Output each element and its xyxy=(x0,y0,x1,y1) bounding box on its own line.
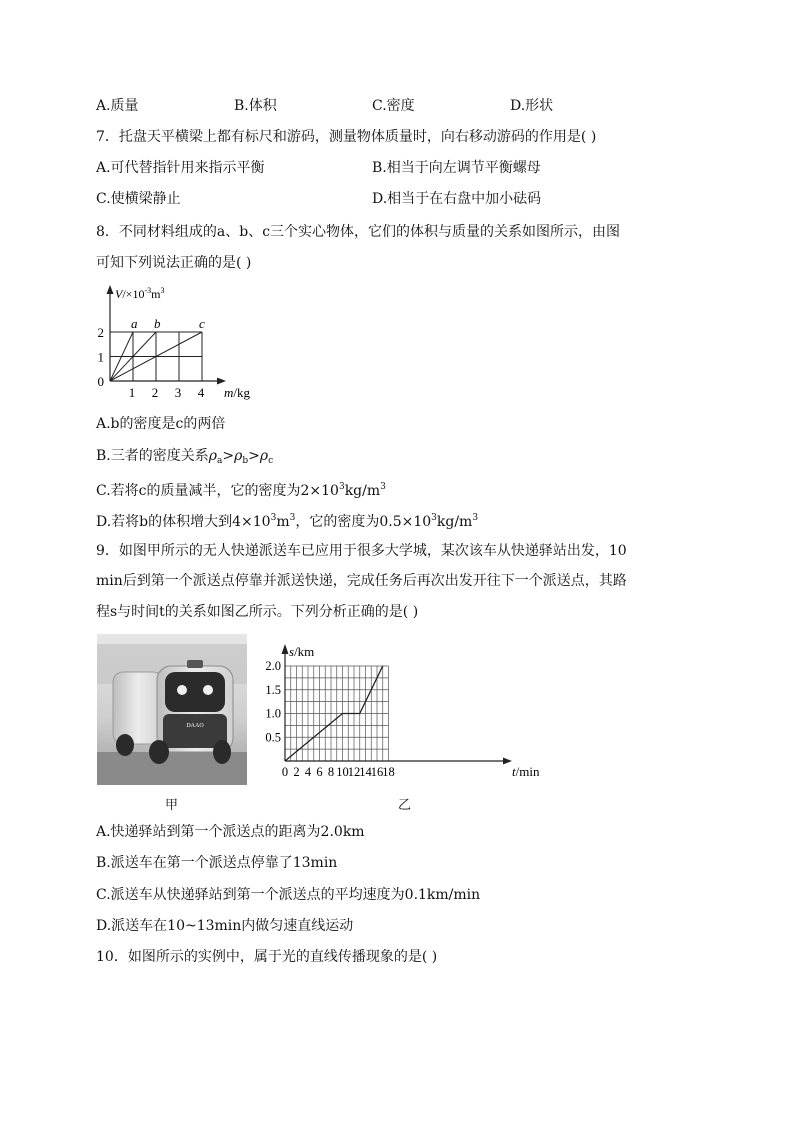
q7-option-c: C.使横梁静止 xyxy=(96,191,181,207)
y-tick-0: 0 xyxy=(97,374,104,389)
y-axis-arrow xyxy=(282,644,289,654)
q10-stem: 10．如图所示的实例中，属于光的直线传播现象的是( ) xyxy=(96,949,438,965)
q8-option-a: A.b的密度是c的两倍 xyxy=(96,416,226,432)
rho-c: ρ xyxy=(259,448,269,464)
q8-option-c-unit: kg/m xyxy=(344,483,381,499)
x-tick-18: 18 xyxy=(382,765,395,779)
q9-stem-line3: 程s与时间t的关系如图乙所示。下列分析正确的是( ) xyxy=(96,604,419,620)
q7-option-b: B.相当于向左调节平衡螺母 xyxy=(372,160,541,176)
x-tick-4: 4 xyxy=(304,765,312,779)
vm-chart-labels xyxy=(98,286,251,400)
q8-stem-line2: 可知下列说法正确的是( ) xyxy=(96,255,252,271)
q8-option-c xyxy=(96,477,386,501)
q8-option-b xyxy=(96,446,273,471)
x-tick-4: 4 xyxy=(197,385,205,400)
q8-option-d-rest: ，它的密度为0.5×10 xyxy=(295,514,432,530)
q8-option-d-exp: 3 xyxy=(270,513,277,523)
st-chart xyxy=(252,640,552,780)
gt-2: > xyxy=(248,448,260,464)
y-tick-1.0: 1.0 xyxy=(265,706,281,721)
q8-option-d-exp2: 3 xyxy=(431,513,437,523)
gt-1: > xyxy=(222,448,235,464)
x-axis-arrow xyxy=(503,758,512,765)
st-chart-labels xyxy=(265,644,540,779)
x-tick-8: 8 xyxy=(327,765,335,779)
x-axis-label: t/min xyxy=(512,764,540,779)
x-tick-16: 16 xyxy=(370,765,384,779)
y-axis-label: $V/\times 10^{-3}m^3$ xyxy=(115,286,165,301)
st-chart-grid xyxy=(285,666,389,761)
q8-option-d-mid: m xyxy=(276,514,290,530)
series-label-b: b xyxy=(154,316,161,331)
q8-option-c-text: C.若将c的质量减半，它的密度为2×10 xyxy=(96,483,339,499)
y-tick-1.5: 1.5 xyxy=(265,682,281,697)
rho-sub-c: c xyxy=(268,456,274,466)
q9-option-a: A.快递驿站到第一个派送点的距离为2.0km xyxy=(96,824,365,840)
q8-option-c-exp: 3 xyxy=(338,482,345,492)
q8-stem-line1: 8．不同材料组成的a、b、c三个实心物体，它们的体积与质量的关系如图所示，由图 xyxy=(96,224,621,240)
q8-option-d-unit: kg/m xyxy=(436,514,473,530)
x-tick-6: 6 xyxy=(316,765,323,779)
series-label-c: c xyxy=(199,316,205,331)
q7-stem: 7．托盘天平横梁上都有标尺和游码，测量物体质量时，向右移动游码的作用是( ) xyxy=(96,129,597,145)
q6-option-d: D.形状 xyxy=(510,98,554,114)
x-tick-0: 0 xyxy=(281,765,289,779)
q7-option-d: D.相当于在右盘中加小砝码 xyxy=(372,191,542,207)
x-tick-1: 1 xyxy=(128,385,136,400)
q8-option-d-mid-exp: 3 xyxy=(289,513,296,523)
y-axis-label: s/km xyxy=(289,644,315,659)
y-tick-2.0: 2.0 xyxy=(265,659,281,673)
q6-option-b: B.体积 xyxy=(234,98,277,114)
x-axis-label: m/kg xyxy=(224,385,251,400)
q7-option-a: A.可代替指针用来指示平衡 xyxy=(96,160,265,176)
y-axis-arrow xyxy=(107,285,114,294)
q9-stem-line2: min后到第一个派送点停靠并派送快递，完成任务后再次出发开往下一个派送点，其路 xyxy=(96,573,627,589)
x-tick-3: 3 xyxy=(174,385,182,400)
y-tick-2: 2 xyxy=(97,325,104,340)
rho-a: ρ xyxy=(208,448,217,464)
caption-jia: 甲 xyxy=(165,798,179,813)
q8-option-c-unit-exp: 3 xyxy=(380,482,386,492)
x-tick-2: 2 xyxy=(293,765,300,779)
q9-option-c: C.派送车从快递驿站到第一个派送点的平均速度为0.1km/min xyxy=(96,887,481,903)
robot-logo: DAAO xyxy=(186,723,204,729)
rho-b: ρ xyxy=(234,448,243,464)
st-chart-axes xyxy=(282,644,513,765)
y-tick-1: 1 xyxy=(97,349,104,365)
q8-option-d xyxy=(96,508,478,532)
x-axis-arrow xyxy=(217,378,226,385)
vm-chart xyxy=(90,282,290,404)
rho-sub-a: a xyxy=(216,456,223,466)
q8-option-b-prefix: B.三者的密度关系 xyxy=(96,448,209,464)
q6-option-a: A.质量 xyxy=(96,98,139,114)
x-tick-12: 12 xyxy=(347,765,361,779)
q6-option-c: C.密度 xyxy=(372,98,415,114)
x-tick-2: 2 xyxy=(151,385,159,400)
rho-sub-b: b xyxy=(242,456,249,466)
q8-option-d-text: D.若将b的体积增大到4×10 xyxy=(96,514,271,530)
q9-option-b: B.派送车在第一个派送点停靠了13min xyxy=(96,855,338,871)
delivery-robot-photo xyxy=(97,634,247,785)
x-tick-14: 14 xyxy=(359,765,372,779)
caption-yi: 乙 xyxy=(398,798,412,813)
q9-stem-line1: 9．如图甲所示的无人快递派送车已应用于很多大学城，某次该车从快递驿站出发，10 xyxy=(96,543,627,559)
series-label-a: a xyxy=(131,316,138,331)
x-tick-10: 10 xyxy=(336,765,349,779)
q9-option-d: D.派送车在10~13min内做匀速直线运动 xyxy=(96,918,354,934)
y-tick-0.5: 0.5 xyxy=(265,730,281,745)
q8-option-d-unit-exp: 3 xyxy=(472,513,479,523)
